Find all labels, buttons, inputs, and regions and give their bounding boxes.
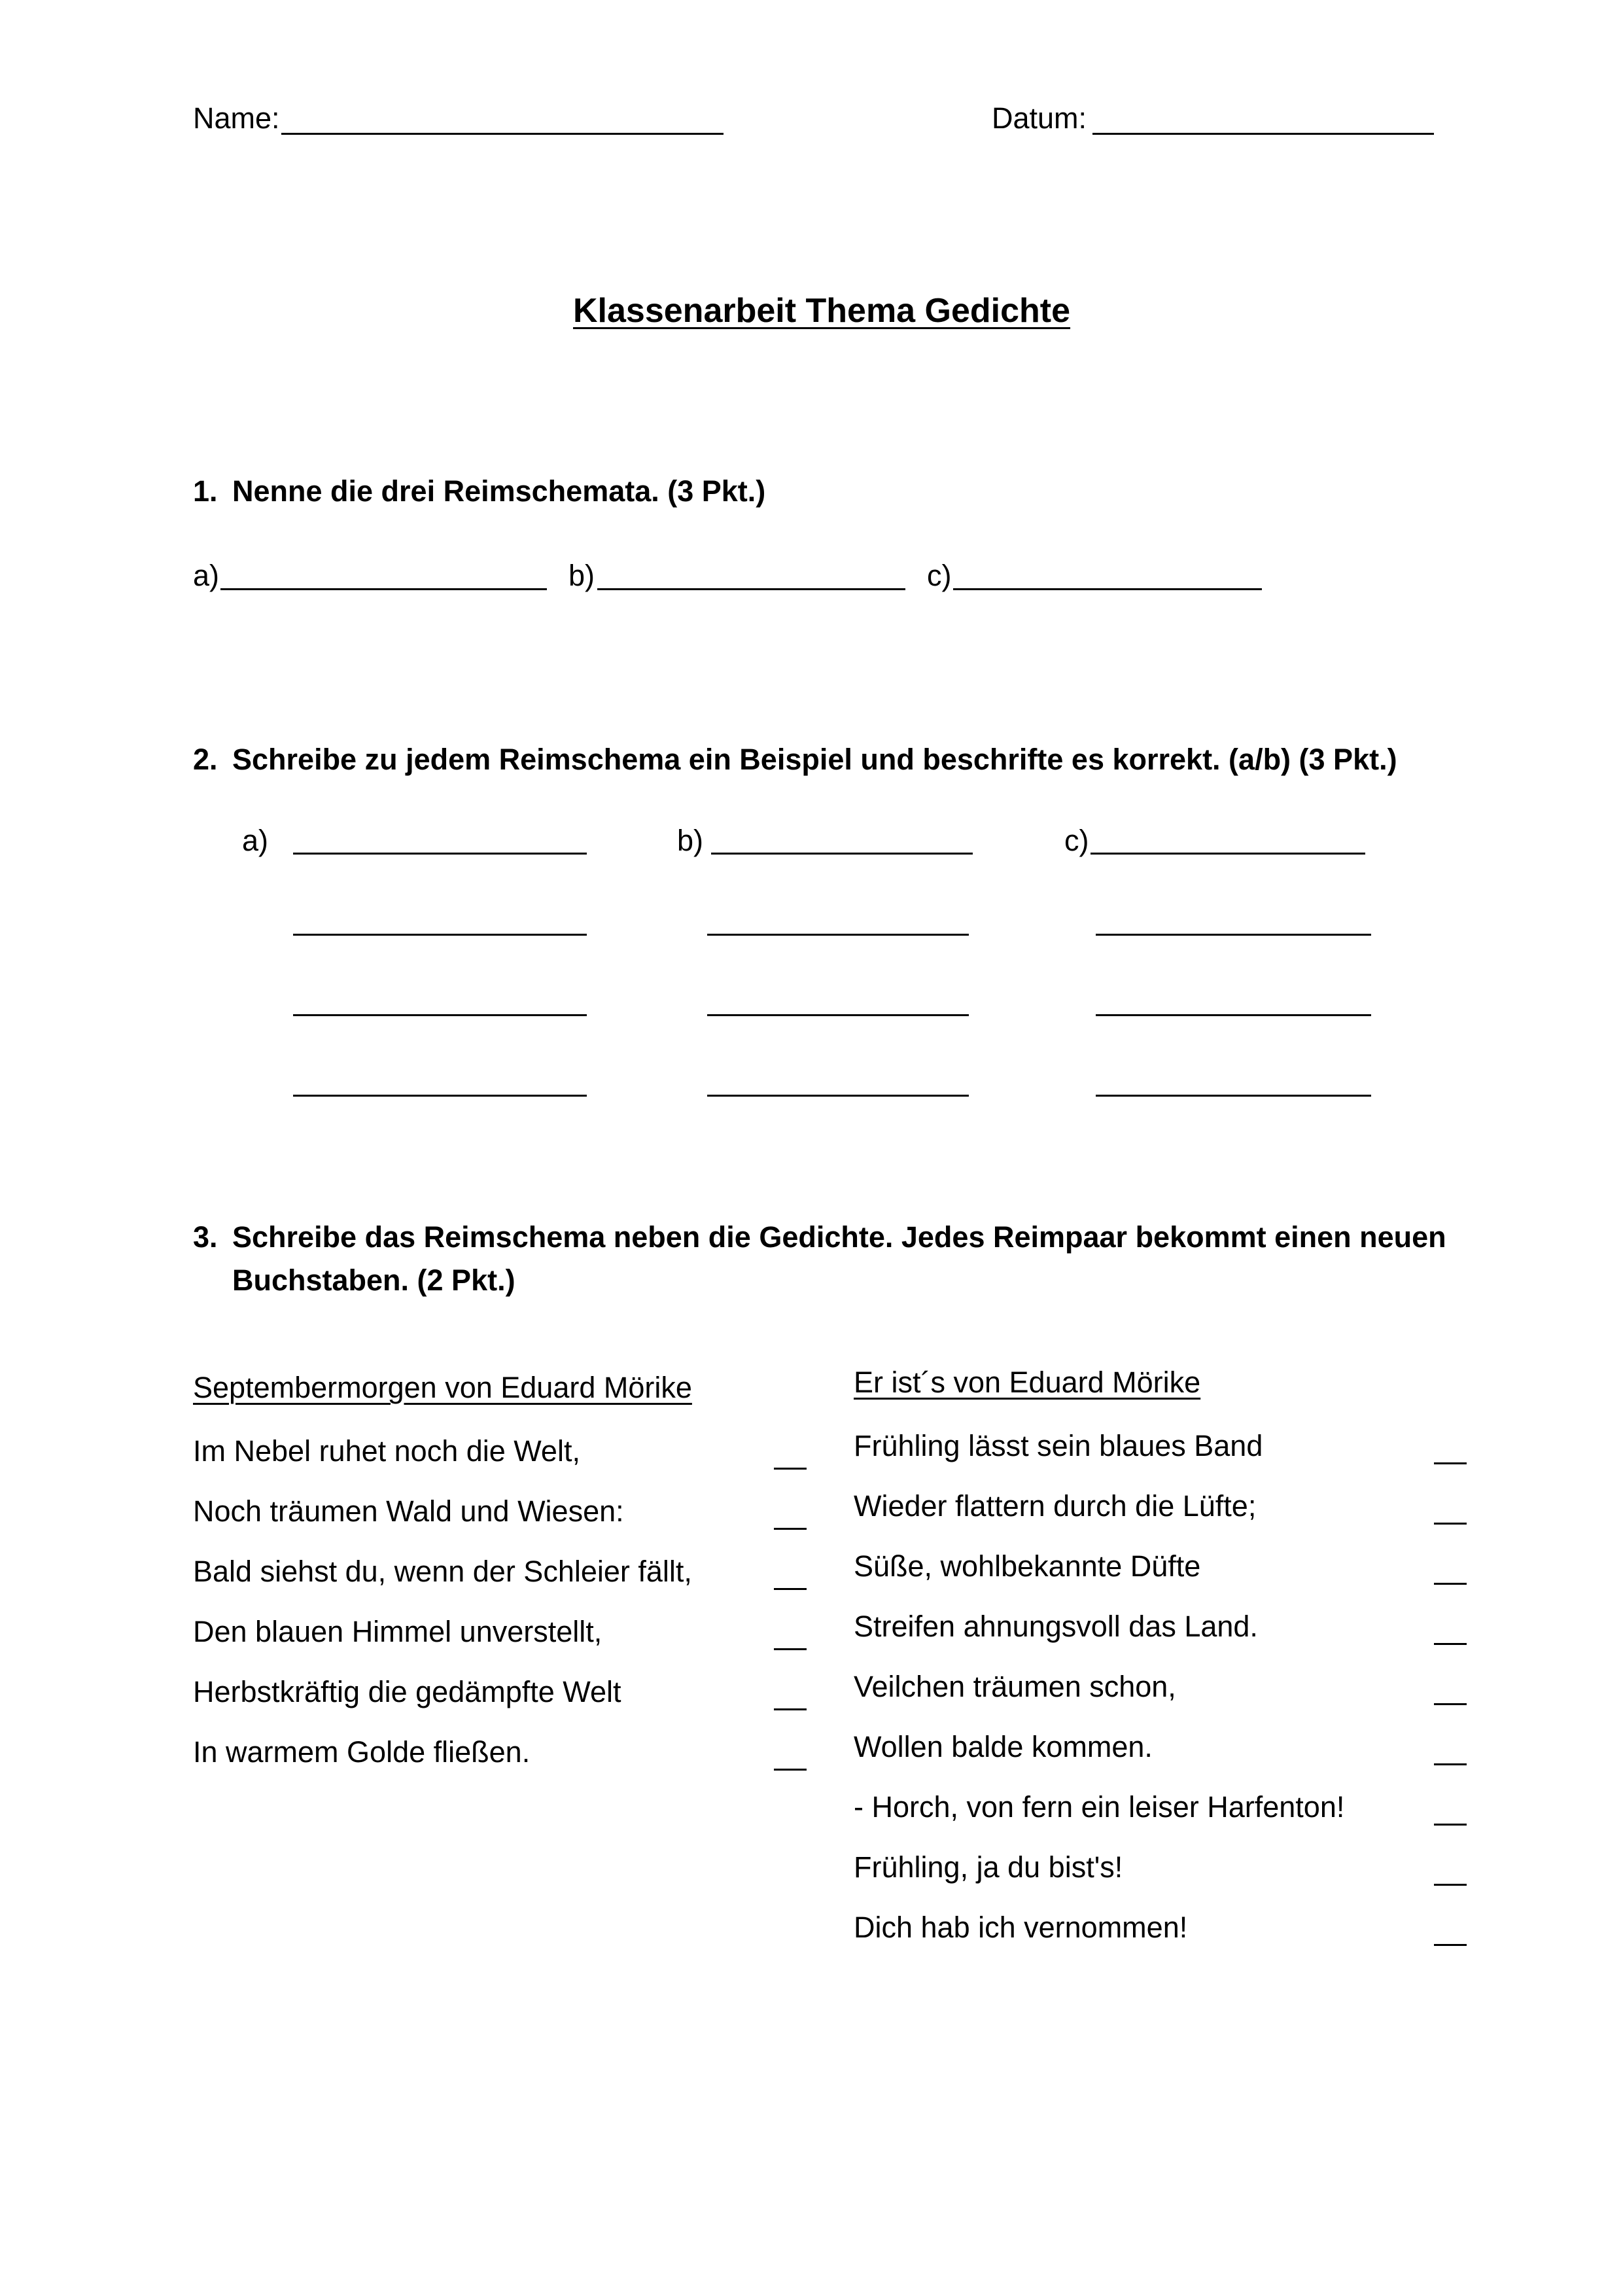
q2-c-line-3[interactable] (1096, 1014, 1371, 1016)
q1-number: 1. (193, 474, 218, 508)
poem2-line-2: Wieder flattern durch die Lüfte; (854, 1489, 1257, 1523)
poem2-scheme-blank-9[interactable] (1434, 1944, 1467, 1946)
q2-label-b: b) (677, 824, 704, 857)
q3-text-line-2: Buchstaben. (2 Pkt.) (232, 1263, 515, 1297)
poem1-line-6: In warmem Golde fließen. (193, 1735, 531, 1769)
poem1-scheme-blank-6[interactable] (774, 1769, 807, 1771)
poem1-scheme-blank-5[interactable] (774, 1708, 807, 1710)
poem2-scheme-blank-1[interactable] (1434, 1462, 1467, 1464)
q2-text: Schreibe zu jedem Reimschema ein Beispiel und beschrifte es korrekt. (a/b) (3 Pkt.) (232, 743, 1397, 776)
q2-c-line-1[interactable] (1091, 853, 1365, 855)
name-label: Name: (193, 101, 280, 135)
q2-a-line-2[interactable] (293, 934, 587, 936)
poem1-scheme-blank-1[interactable] (774, 1468, 807, 1470)
poem2-scheme-blank-3[interactable] (1434, 1583, 1467, 1585)
poem1-line-1: Im Nebel ruhet noch die Welt, (193, 1434, 580, 1468)
poem2-line-5: Veilchen träumen schon, (854, 1670, 1176, 1703)
poem2-scheme-blank-8[interactable] (1434, 1884, 1467, 1886)
poem2-line-7: - Horch, von fern ein leiser Harfenton! (854, 1790, 1345, 1824)
q2-b-line-1[interactable] (711, 853, 973, 855)
poem1-scheme-blank-2[interactable] (774, 1528, 807, 1530)
name-blank[interactable] (281, 133, 724, 135)
poem2-title: Er ist´s von Eduard Mörike (854, 1366, 1201, 1399)
poem2-line-1: Frühling lässt sein blaues Band (854, 1429, 1263, 1462)
q2-label-a: a) (242, 824, 269, 857)
q2-b-line-4[interactable] (707, 1095, 969, 1097)
poem2-scheme-blank-2[interactable] (1434, 1523, 1467, 1525)
poem2-line-6: Wollen balde kommen. (854, 1730, 1153, 1763)
date-blank[interactable] (1092, 133, 1434, 135)
poem2-scheme-blank-7[interactable] (1434, 1824, 1467, 1826)
q2-number: 2. (193, 743, 218, 776)
q1-label-b: b) (568, 559, 595, 592)
poem2-line-3: Süße, wohlbekannte Düfte (854, 1549, 1201, 1583)
poem1-line-5: Herbstkräftig die gedämpfte Welt (193, 1675, 621, 1708)
poem1-line-4: Den blauen Himmel unverstellt, (193, 1615, 602, 1648)
q3-text-line-1: Schreibe das Reimschema neben die Gedichte. Jedes Reimpaar bekommt einen neuen (232, 1220, 1446, 1254)
q2-b-line-3[interactable] (707, 1014, 969, 1016)
poem2-line-9: Dich hab ich vernommen! (854, 1911, 1188, 1944)
poem2-line-4: Streifen ahnungsvoll das Land. (854, 1610, 1258, 1643)
q2-c-line-2[interactable] (1096, 934, 1371, 936)
poem1-scheme-blank-3[interactable] (774, 1588, 807, 1590)
q2-a-line-1[interactable] (293, 853, 587, 855)
poem1-title: Septembermorgen von Eduard Mörike (193, 1371, 692, 1404)
q2-c-line-4[interactable] (1096, 1095, 1371, 1097)
q1-answer-b[interactable] (597, 588, 905, 590)
poem2-scheme-blank-5[interactable] (1434, 1703, 1467, 1705)
q1-answer-a[interactable] (220, 588, 547, 590)
q1-text: Nenne die drei Reimschemata. (3 Pkt.) (232, 474, 766, 508)
poem2-scheme-blank-4[interactable] (1434, 1643, 1467, 1645)
q2-a-line-3[interactable] (293, 1014, 587, 1016)
page-title: Klassenarbeit Thema Gedichte (573, 292, 1071, 330)
q2-b-line-2[interactable] (707, 934, 969, 936)
poem2-line-8: Frühling, ja du bist's! (854, 1850, 1123, 1884)
poem1-line-2: Noch träumen Wald und Wiesen: (193, 1494, 624, 1528)
q1-answer-c[interactable] (953, 588, 1262, 590)
q1-label-c: c) (927, 559, 952, 592)
q1-label-a: a) (193, 559, 220, 592)
q3-number: 3. (193, 1220, 218, 1254)
q2-a-line-4[interactable] (293, 1095, 587, 1097)
date-label: Datum: (992, 101, 1087, 135)
poem2-scheme-blank-6[interactable] (1434, 1763, 1467, 1765)
q2-label-c: c) (1064, 824, 1089, 857)
poem1-line-3: Bald siehst du, wenn der Schleier fällt, (193, 1555, 692, 1588)
poem1-scheme-blank-4[interactable] (774, 1648, 807, 1650)
